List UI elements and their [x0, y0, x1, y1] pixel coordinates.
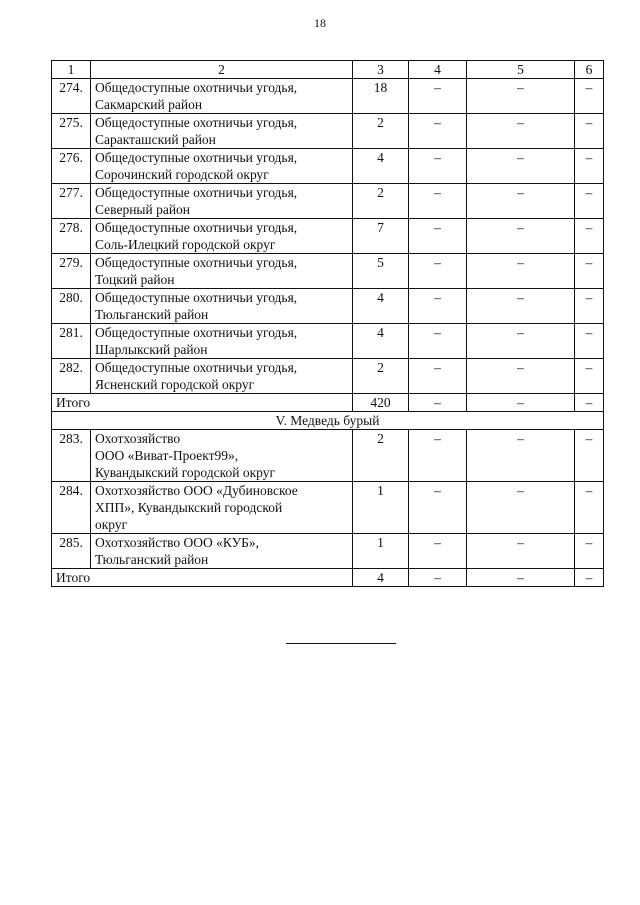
row-col6: – [575, 482, 604, 534]
row-col5: – [467, 289, 575, 324]
row-number: 285. [52, 534, 91, 569]
header-cell-5: 5 [467, 61, 575, 79]
table-row [52, 219, 604, 254]
row-number: 279. [52, 254, 91, 289]
total-count: 4 [353, 569, 409, 587]
total-col5: – [467, 569, 575, 587]
table-row [52, 534, 604, 569]
row-col6: – [575, 359, 604, 394]
row-number: 274. [52, 79, 91, 114]
row-col4: – [409, 114, 467, 149]
row-col4: – [409, 359, 467, 394]
table-row [52, 359, 604, 394]
table-row [52, 324, 604, 359]
row-col5: – [467, 324, 575, 359]
header-cell-1: 1 [52, 61, 91, 79]
total-col6: – [575, 394, 604, 412]
row-col5: – [467, 219, 575, 254]
hunting-quota-table [51, 60, 604, 587]
row-col6: – [575, 219, 604, 254]
end-divider-line [286, 643, 396, 644]
row-name: Общедоступные охотничьи угодья, Северный район [91, 184, 353, 219]
header-cell-4: 4 [409, 61, 467, 79]
header-cell-6: 6 [575, 61, 604, 79]
row-name: Охотхозяйство ООО «Виват-Проект99», Кувандыкский городской округ [91, 430, 353, 482]
total-col4: – [409, 394, 467, 412]
row-count: 4 [353, 324, 409, 359]
row-number: 282. [52, 359, 91, 394]
section-row [52, 412, 604, 430]
table-row [52, 254, 604, 289]
row-number: 280. [52, 289, 91, 324]
row-col4: – [409, 482, 467, 534]
row-col4: – [409, 430, 467, 482]
row-name: Общедоступные охотничьи угодья, Сорочинский городской округ [91, 149, 353, 184]
row-col6: – [575, 534, 604, 569]
row-col4: – [409, 184, 467, 219]
table-row [52, 430, 604, 482]
row-col6: – [575, 79, 604, 114]
total-col5: – [467, 394, 575, 412]
row-col5: – [467, 79, 575, 114]
table-row [52, 184, 604, 219]
total-label: Итого [52, 394, 353, 412]
row-number: 284. [52, 482, 91, 534]
table-row [52, 79, 604, 114]
section-title: V. Медведь бурый [52, 412, 604, 430]
table-row [52, 289, 604, 324]
row-name: Общедоступные охотничьи угодья, Соль-Илецкий городской округ [91, 219, 353, 254]
row-col6: – [575, 324, 604, 359]
row-count: 4 [353, 289, 409, 324]
total-row [52, 394, 604, 412]
row-name: Общедоступные охотничьи угодья, Тоцкий район [91, 254, 353, 289]
row-col6: – [575, 254, 604, 289]
table-row [52, 482, 604, 534]
row-name: Охотхозяйство ООО «КУБ», Тюльганский район [91, 534, 353, 569]
row-number: 281. [52, 324, 91, 359]
row-col6: – [575, 114, 604, 149]
row-count: 1 [353, 482, 409, 534]
row-count: 18 [353, 79, 409, 114]
row-col4: – [409, 254, 467, 289]
row-col5: – [467, 184, 575, 219]
row-count: 1 [353, 534, 409, 569]
row-name: Общедоступные охотничьи угодья, Ясненский городской округ [91, 359, 353, 394]
row-number: 277. [52, 184, 91, 219]
header-cell-3: 3 [353, 61, 409, 79]
table-row [52, 149, 604, 184]
row-name: Общедоступные охотничьи угодья, Сакмарский район [91, 79, 353, 114]
total-col4: – [409, 569, 467, 587]
row-count: 7 [353, 219, 409, 254]
row-col4: – [409, 219, 467, 254]
row-col6: – [575, 184, 604, 219]
row-number: 275. [52, 114, 91, 149]
table-header-row [52, 61, 604, 79]
row-col6: – [575, 149, 604, 184]
row-col5: – [467, 534, 575, 569]
row-col5: – [467, 482, 575, 534]
row-count: 5 [353, 254, 409, 289]
page-number: 18 [314, 16, 326, 30]
total-row [52, 569, 604, 587]
header-cell-2: 2 [91, 61, 353, 79]
row-col4: – [409, 534, 467, 569]
row-count: 2 [353, 184, 409, 219]
row-col4: – [409, 289, 467, 324]
row-col5: – [467, 254, 575, 289]
row-number: 283. [52, 430, 91, 482]
row-col4: – [409, 79, 467, 114]
row-col5: – [467, 114, 575, 149]
row-col4: – [409, 324, 467, 359]
table-row [52, 114, 604, 149]
row-col6: – [575, 289, 604, 324]
row-count: 2 [353, 430, 409, 482]
row-number: 276. [52, 149, 91, 184]
row-name: Общедоступные охотничьи угодья, Шарлыкский район [91, 324, 353, 359]
row-name: Общедоступные охотничьи угодья, Саракташский район [91, 114, 353, 149]
row-number: 278. [52, 219, 91, 254]
total-label: Итого [52, 569, 353, 587]
row-count: 4 [353, 149, 409, 184]
row-col5: – [467, 359, 575, 394]
row-col4: – [409, 149, 467, 184]
row-col5: – [467, 430, 575, 482]
row-name: Общедоступные охотничьи угодья, Тюльганский район [91, 289, 353, 324]
row-col5: – [467, 149, 575, 184]
row-count: 2 [353, 359, 409, 394]
total-col6: – [575, 569, 604, 587]
row-name: Охотхозяйство ООО «Дубиновское ХПП», Кувандыкский городской округ [91, 482, 353, 534]
row-count: 2 [353, 114, 409, 149]
total-count: 420 [353, 394, 409, 412]
row-col6: – [575, 430, 604, 482]
